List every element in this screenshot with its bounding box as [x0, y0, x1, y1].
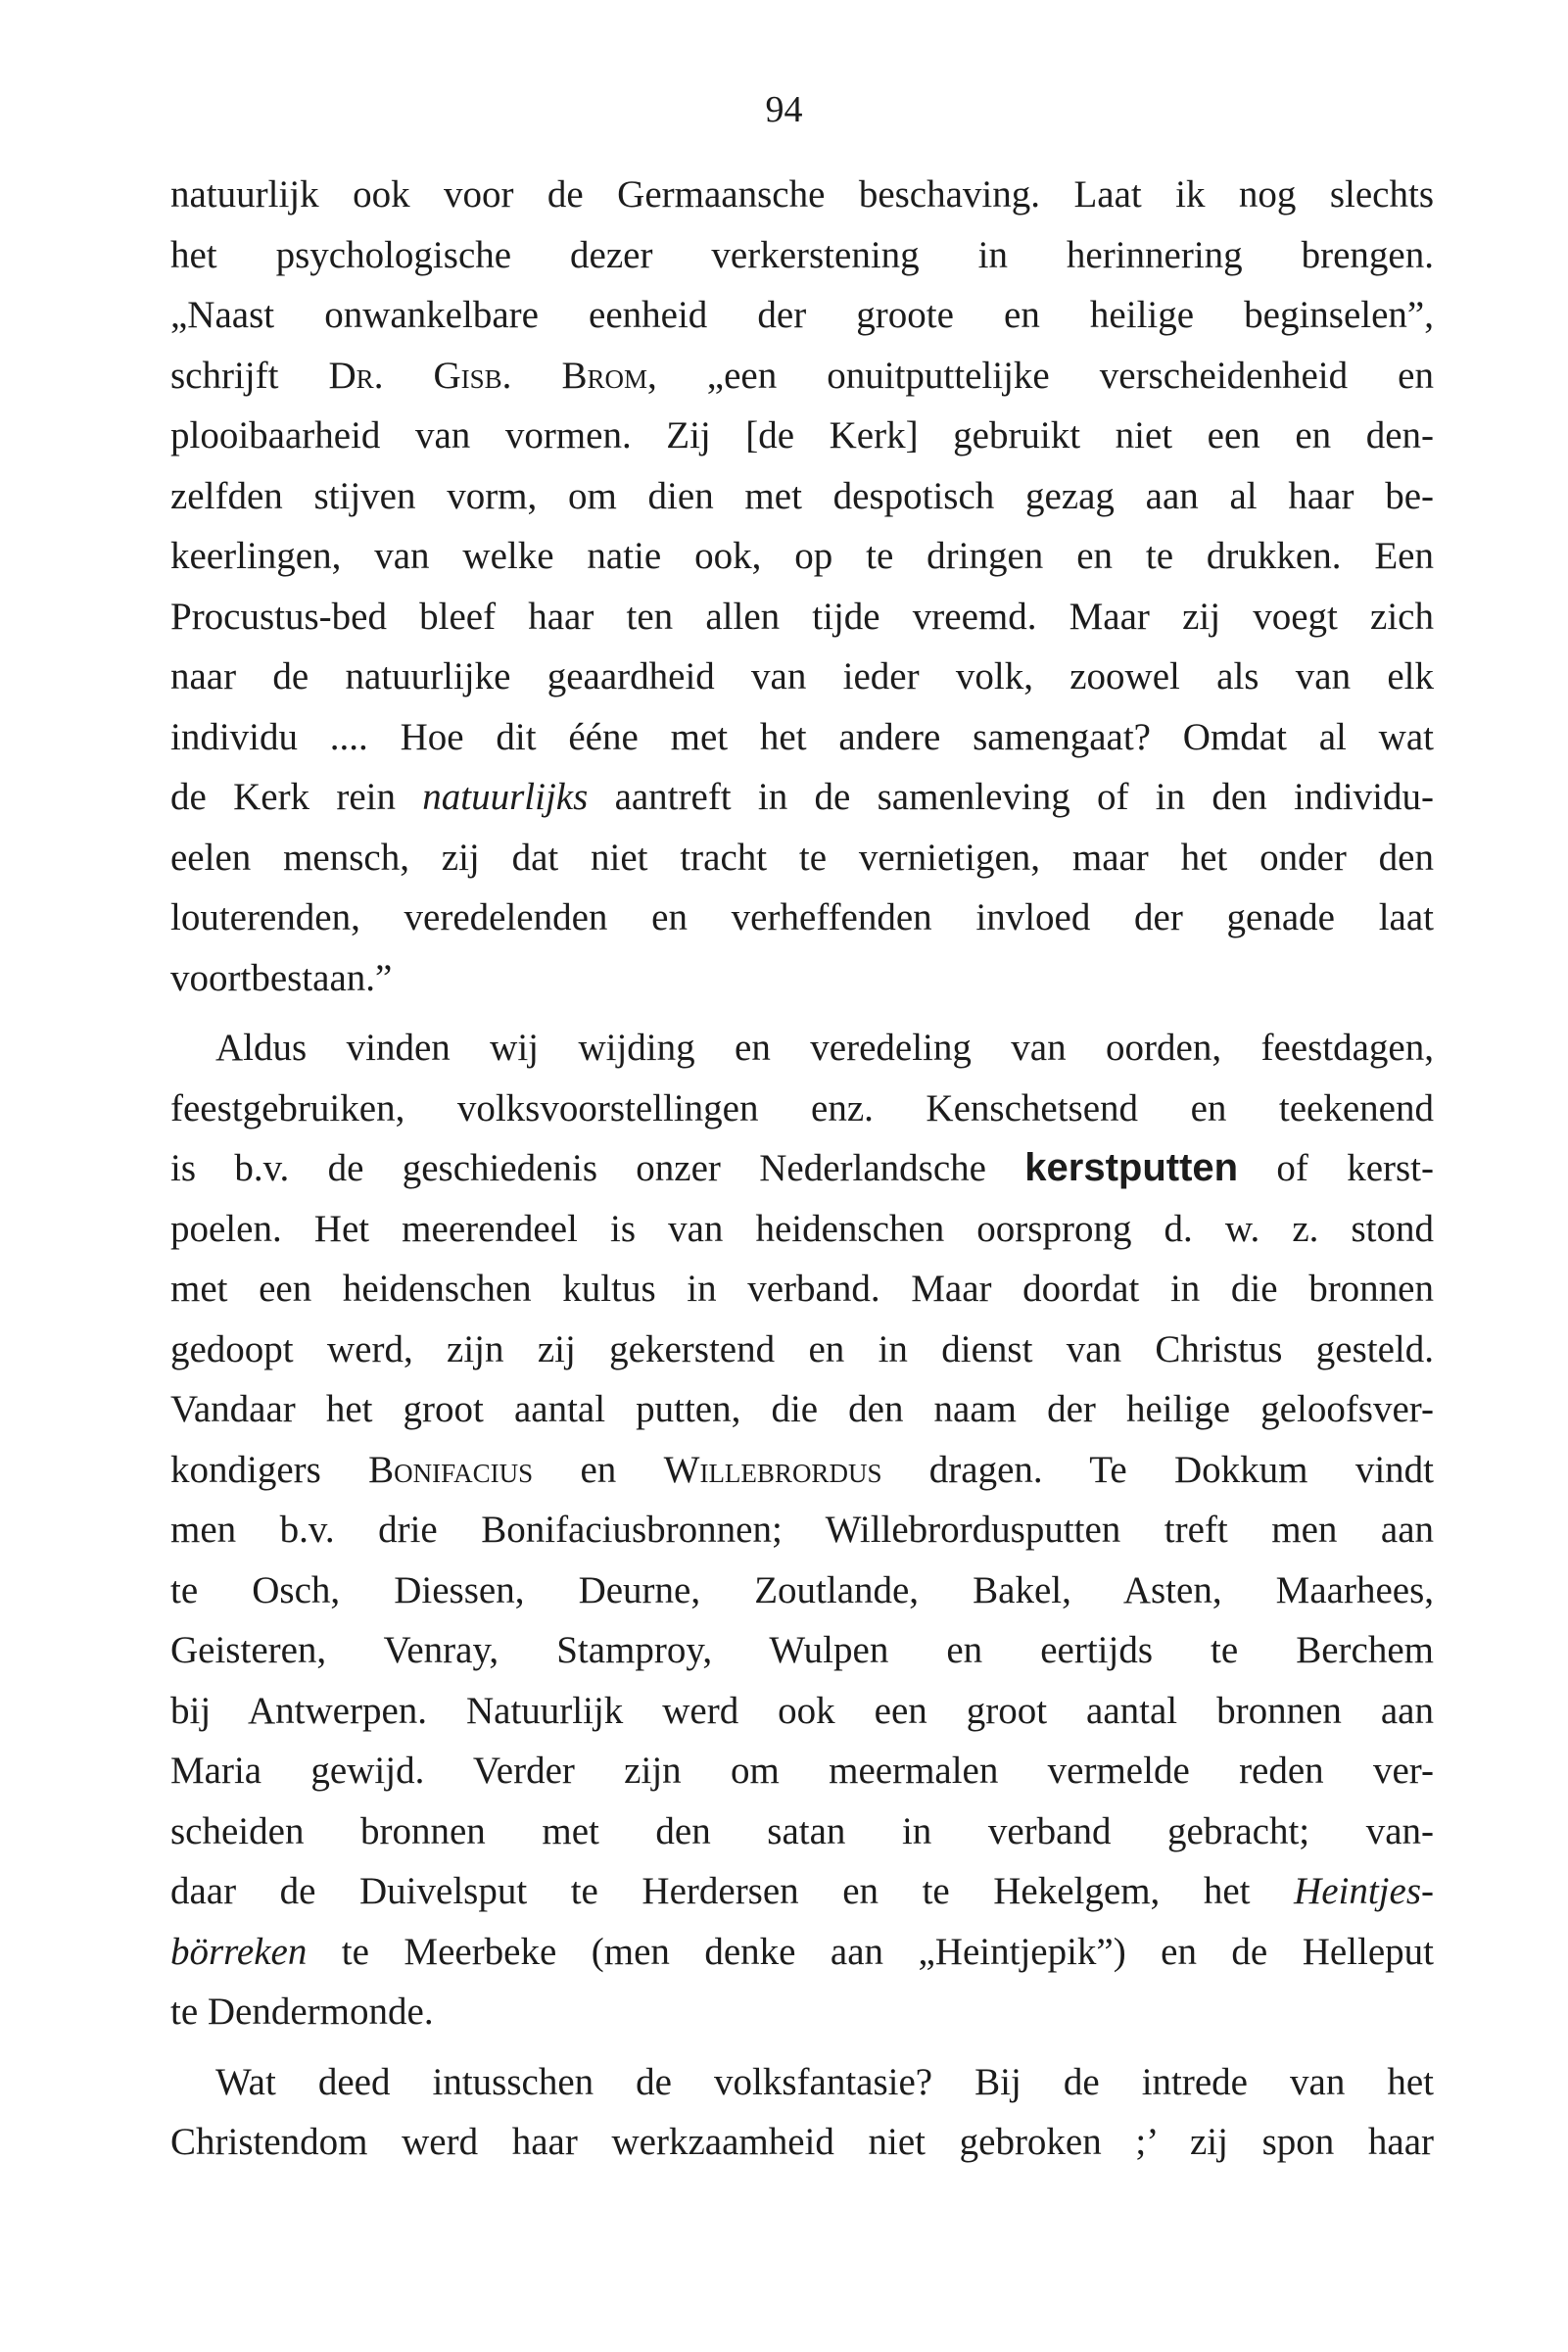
text-run: de Kerk rein: [170, 776, 423, 818]
text-line: voortbestaan.”: [170, 956, 393, 999]
text-line: Aldus vinden wij wijding en veredeling van oorden, feestdagen,: [215, 1027, 1434, 1069]
text-line: bij Antwerpen. Natuurlijk werd ook een groot aantal bronnen aan: [170, 1689, 1434, 1732]
text-run: en: [533, 1448, 664, 1491]
text-line: te Osch, Diessen, Deurne, Zoutlande, Bakel, Asten, Maarhees,: [170, 1568, 1434, 1611]
text-run: te Meerbeke (men denke aan „Heintjepik”) en de Helleput: [307, 1930, 1434, 1973]
text-line: Vandaar het groot aantal putten, die den naam der heilige geloofsver-: [170, 1388, 1434, 1430]
paragraph-kerstputten: [170, 1018, 1434, 2042]
text-line: [170, 1861, 1434, 1922]
text-line: met een heidenschen kultus in verband. Maar doordat in die bronnen: [170, 1268, 1434, 1310]
text-line: [170, 1922, 1434, 1983]
text-run: of kerst-: [1238, 1147, 1434, 1189]
saint-name: Willebrordus: [663, 1448, 882, 1491]
paragraph-quote-continuation: [170, 165, 1434, 1008]
text-line: Geisteren, Venray, Stamproy, Wulpen en eertijds te Berchem: [170, 1629, 1434, 1671]
text-line: „Naast onwankelbare eenheid der groote en heilige beginselen”,: [170, 294, 1434, 336]
text-line: Wat deed intusschen de volksfantasie? Bij de intrede van het: [215, 2060, 1434, 2103]
text-line: [170, 346, 1434, 407]
italic-term: natuurlijks: [422, 776, 589, 818]
saint-name: Bonifacius: [368, 1448, 534, 1491]
text-run: dragen. Te Dokkum vindt: [881, 1448, 1434, 1491]
paragraph-volksfantasie: [170, 2052, 1434, 2173]
paragraph-gap: [170, 1008, 1434, 1018]
text-line: individu .... Hoe dit ééne met het andere samengaat? Omdat al wat: [170, 715, 1434, 758]
text-line: [170, 1440, 1434, 1501]
text-line: gedoopt werd, zijn zij gekerstend en in dienst van Christus gesteld.: [170, 1327, 1434, 1370]
text-line: scheiden bronnen met den satan in verband gebracht; van-: [170, 1809, 1434, 1852]
page-number: 94: [765, 89, 803, 130]
text-line: naar de natuurlijke geaardheid van ieder volk, zoowel als van elk: [170, 655, 1434, 697]
text-line: eelen mensch, zij dat niet tracht te vernietigen, maar het onder den: [170, 836, 1434, 879]
text-run: is b.v. de geschiedenis onzer Nederlandsche: [170, 1147, 1025, 1189]
text-run: kondigers: [170, 1448, 369, 1491]
text-line: [170, 1138, 1434, 1199]
text-line: Procustus-bed bleef haar ten allen tijde vreemd. Maar zij voegt zich: [170, 595, 1434, 638]
text-line: feestgebruiken, volksvoorstellingen enz. Kenschetsend en teekenend: [170, 1086, 1434, 1129]
text-line: zelfden stijven vorm, om dien met despotisch gezag aan al haar be-: [170, 474, 1434, 517]
author-name: Dr. Gisb. Brom: [328, 354, 647, 397]
text-line: [170, 767, 1434, 828]
text-run: daar de Duivelsput te Herdersen en te Hekelgem, het: [170, 1870, 1295, 1912]
text-line: te Dendermonde.: [170, 1991, 434, 2033]
text-line: poelen. Het meerendeel is van heidenschen oorsprong d. w. z. stond: [170, 1207, 1434, 1250]
text-line: Christendom werd haar werkzaamheid niet gebroken ;’ zij spon haar: [170, 2121, 1434, 2163]
text-line: keerlingen, van welke natie ook, op te dringen en te drukken. Een: [170, 535, 1434, 577]
text-run: schrijft: [170, 354, 329, 397]
paragraph-gap: [170, 2042, 1434, 2052]
text-run: aantreft in de samenleving of in den individu-: [588, 776, 1434, 818]
italic-term: börreken: [170, 1930, 308, 1973]
body-text: [170, 165, 1434, 2173]
text-line: natuurlijk ook voor de Germaansche beschaving. Laat ik nog slechts: [170, 173, 1434, 216]
bold-term: kerstputten: [1024, 1146, 1239, 1189]
italic-term: Heintjes-: [1294, 1870, 1434, 1912]
text-line: louterenden, veredelenden en verheffenden invloed der genade laat: [170, 896, 1434, 938]
text-line: het psychologische dezer verkerstening in herinnering brengen.: [170, 233, 1434, 276]
text-run: , „een onuitputtelijke verscheidenheid en: [646, 354, 1434, 397]
text-line: Maria gewijd. Verder zijn om meermalen vermelde reden ver-: [170, 1750, 1434, 1792]
text-line: plooibaarheid van vormen. Zij [de Kerk] gebruikt niet een en den-: [170, 414, 1434, 456]
text-line: men b.v. drie Bonifaciusbronnen; Willebrordusputten treft men aan: [170, 1509, 1434, 1551]
